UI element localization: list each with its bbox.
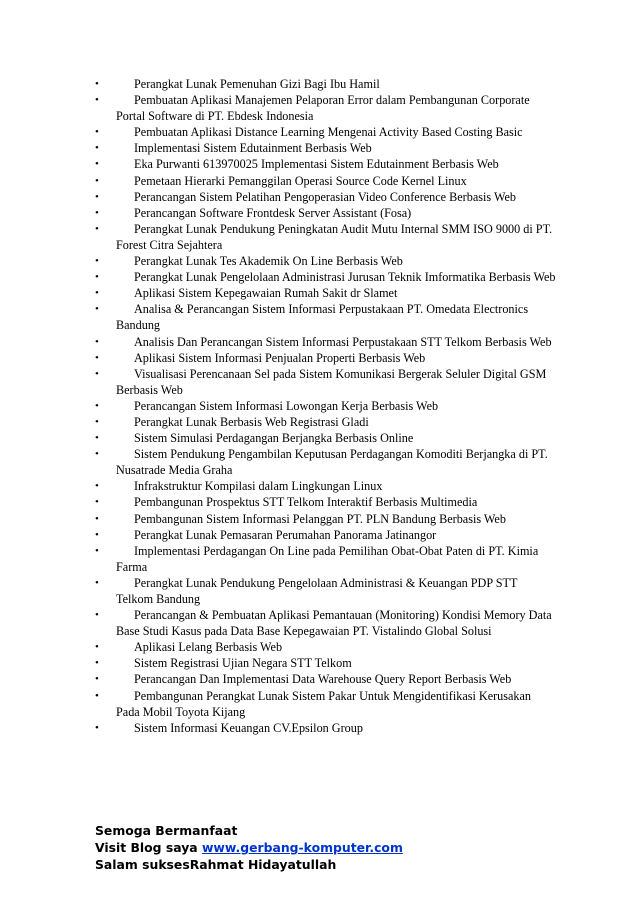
bullet-icon: • bbox=[95, 255, 99, 268]
bullet-icon: • bbox=[95, 158, 99, 171]
list-item-text: Sistem Pendukung Pengambilan Keputusan Perdagangan Komoditi Berjangka di PT. Nusatrade Media Graha bbox=[116, 447, 548, 478]
list-item-text: Perancangan Dan Implementasi Data Warehouse Query Report Berbasis Web bbox=[134, 672, 512, 687]
bullet-icon: • bbox=[95, 174, 99, 187]
list-item-text: Perangkat Lunak Pendukung Pengelolaan Administrasi & Keuangan PDP STT Telkom Bandung bbox=[116, 575, 518, 606]
list-item-text: Eka Purwanti 613970025 Implementasi Sistem Edutainment Berbasis Web bbox=[134, 157, 499, 172]
list-item-text: Analisis Dan Perancangan Sistem Informasi Perpustakaan STT Telkom Berbasis Web bbox=[134, 334, 552, 349]
list-item bbox=[86, 285, 556, 301]
list-item-text: Sistem Simulasi Perdagangan Berjangka Berbasis Online bbox=[134, 431, 414, 446]
list-item bbox=[86, 301, 556, 333]
bullet-icon: • bbox=[95, 271, 99, 284]
bullet-icon: • bbox=[95, 673, 99, 686]
list-item-text: Perangkat Lunak Pemasaran Perumahan Panorama Jatinangor bbox=[134, 527, 437, 542]
bullet-icon: • bbox=[95, 657, 99, 670]
list-item-text: Pembangunan Sistem Informasi Pelanggan PT. PLN Bandung Berbasis Web bbox=[134, 511, 506, 526]
list-item bbox=[86, 414, 556, 430]
list-item-text: Perangkat Lunak Berbasis Web Registrasi Gladi bbox=[134, 414, 369, 429]
list-item bbox=[86, 156, 556, 172]
list-item bbox=[86, 511, 556, 527]
footer-block bbox=[95, 822, 403, 873]
list-item-text: Perangkat Lunak Pengelolaan Administrasi Jurusan Teknik Imformatika Berbasis Web bbox=[134, 270, 556, 285]
list-item bbox=[86, 253, 556, 269]
list-item bbox=[86, 575, 556, 607]
list-item bbox=[86, 720, 556, 736]
list-item-text: Sistem Registrasi Ujian Negara STT Telkom bbox=[134, 656, 352, 671]
list-item bbox=[86, 140, 556, 156]
bullet-icon: • bbox=[95, 222, 99, 235]
bullet-icon: • bbox=[95, 190, 99, 203]
bullet-icon: • bbox=[95, 448, 99, 461]
list-item bbox=[86, 221, 556, 253]
bullet-icon: • bbox=[95, 641, 99, 654]
list-item bbox=[86, 527, 556, 543]
list-item-text: Pembangunan Prospektus STT Telkom Interaktif Berbasis Multimedia bbox=[134, 495, 478, 510]
bullet-icon: • bbox=[95, 496, 99, 509]
bullet-icon: • bbox=[95, 78, 99, 90]
list-item bbox=[86, 494, 556, 510]
bullet-icon: • bbox=[95, 94, 99, 107]
visit-prefix-text: Visit Blog saya bbox=[95, 840, 202, 855]
list-item bbox=[86, 189, 556, 205]
blog-link[interactable]: www.gerbang-komputer.com bbox=[201, 840, 403, 855]
bullet-icon: • bbox=[95, 142, 99, 155]
bullet-icon: • bbox=[95, 351, 99, 364]
list-item-text: Pembuatan Aplikasi Manajemen Pelaporan Error dalam Pembangunan Corporate Portal Software di PT. Ebdesk Indonesia bbox=[116, 93, 530, 124]
list-item-text: Aplikasi Sistem Informasi Penjualan Properti Berbasis Web bbox=[134, 350, 426, 365]
list-item-text: Sistem Informasi Keuangan CV.Epsilon Group bbox=[134, 720, 363, 735]
list-item bbox=[86, 671, 556, 687]
bullet-icon: • bbox=[95, 544, 99, 557]
list-item-text: Analisa & Perancangan Sistem Informasi Perpustakaan PT. Omedata Electronics Bandung bbox=[116, 302, 529, 333]
list-item bbox=[86, 366, 556, 398]
bullet-icon: • bbox=[95, 287, 99, 300]
list-item bbox=[86, 478, 556, 494]
list-item bbox=[86, 173, 556, 189]
bullet-icon: • bbox=[95, 480, 99, 493]
list-item bbox=[86, 543, 556, 575]
list-item bbox=[86, 607, 556, 639]
bullet-icon: • bbox=[95, 512, 99, 525]
list-item-text: Pembuatan Aplikasi Distance Learning Mengenai Activity Based Costing Basic bbox=[134, 125, 523, 140]
list-item bbox=[86, 205, 556, 221]
list-item-text: Pemetaan Hierarki Pemanggilan Operasi Source Code Kernel Linux bbox=[134, 173, 467, 188]
list-item-text: Perangkat Lunak Pemenuhan Gizi Bagi Ibu Hamil bbox=[134, 77, 380, 91]
bullet-icon: • bbox=[95, 528, 99, 541]
bullet-icon: • bbox=[95, 721, 99, 734]
list-item bbox=[86, 269, 556, 285]
list-item-text: Perancangan Sistem Pelatihan Pengoperasian Video Conference Berbasis Web bbox=[134, 189, 516, 204]
list-item bbox=[86, 76, 556, 92]
bullet-icon: • bbox=[95, 126, 99, 139]
bullet-icon: • bbox=[95, 609, 99, 622]
list-item bbox=[86, 688, 556, 720]
signoff-text: Salam suksesRahmat Hidayatullah bbox=[95, 857, 337, 872]
bullet-icon: • bbox=[95, 335, 99, 348]
list-item bbox=[86, 334, 556, 350]
list-item bbox=[86, 655, 556, 671]
list-item bbox=[86, 350, 556, 366]
list-item-text: Aplikasi Sistem Kepegawaian Rumah Sakit dr Slamet bbox=[134, 286, 398, 301]
bullet-icon: • bbox=[95, 303, 99, 316]
list-item-text: Perancangan Software Frontdesk Server Assistant (Fosa) bbox=[134, 205, 412, 220]
list-item bbox=[86, 124, 556, 140]
list-item-text: Pembangunan Perangkat Lunak Sistem Pakar Untuk Mengidentifikasi Kerusakan Pada Mobil Toyota Kijang bbox=[116, 688, 532, 719]
bullet-icon: • bbox=[95, 576, 99, 589]
list-item-text: Implementasi Sistem Edutainment Berbasis Web bbox=[134, 141, 372, 156]
list-item bbox=[86, 92, 556, 124]
list-item bbox=[86, 446, 556, 478]
bullet-icon: • bbox=[95, 415, 99, 428]
thesis-title-list bbox=[86, 76, 556, 736]
bullet-icon: • bbox=[95, 432, 99, 445]
list-item bbox=[86, 398, 556, 414]
bullet-icon: • bbox=[95, 689, 99, 702]
closing-text: Semoga Bermanfaat bbox=[95, 823, 238, 838]
bullet-icon: • bbox=[95, 399, 99, 412]
list-item-text: Implementasi Perdagangan On Line pada Pemilihan Obat-Obat Paten di PT. Kimia Farma bbox=[116, 543, 539, 574]
list-item-text: Perancangan Sistem Informasi Lowongan Kerja Berbasis Web bbox=[134, 398, 439, 413]
list-item-text: Perangkat Lunak Tes Akademik On Line Berbasis Web bbox=[134, 254, 403, 269]
list-item bbox=[86, 639, 556, 655]
list-item-text: Perancangan & Pembuatan Aplikasi Pemantauan (Monitoring) Kondisi Memory Data Base Studi Kasus pada Data Base Kepegawaian PT. Vistalindo Global Solusi bbox=[116, 608, 552, 639]
bullet-icon: • bbox=[95, 206, 99, 219]
bullet-icon: • bbox=[95, 367, 99, 380]
visit-blog-line bbox=[95, 839, 403, 856]
list-item-text: Visualisasi Perencanaan Sel pada Sistem Komunikasi Bergerak Seluler Digital GSM Berbasis Web bbox=[116, 366, 547, 397]
list-item bbox=[86, 430, 556, 446]
list-item-text: Aplikasi Lelang Berbasis Web bbox=[134, 640, 283, 655]
list-item-text: Perangkat Lunak Pendukung Peningkatan Audit Mutu Internal SMM ISO 9000 di PT. Forest Citra Sejahtera bbox=[116, 221, 553, 252]
list-item-text: Infrakstruktur Kompilasi dalam Lingkungan Linux bbox=[134, 479, 383, 494]
